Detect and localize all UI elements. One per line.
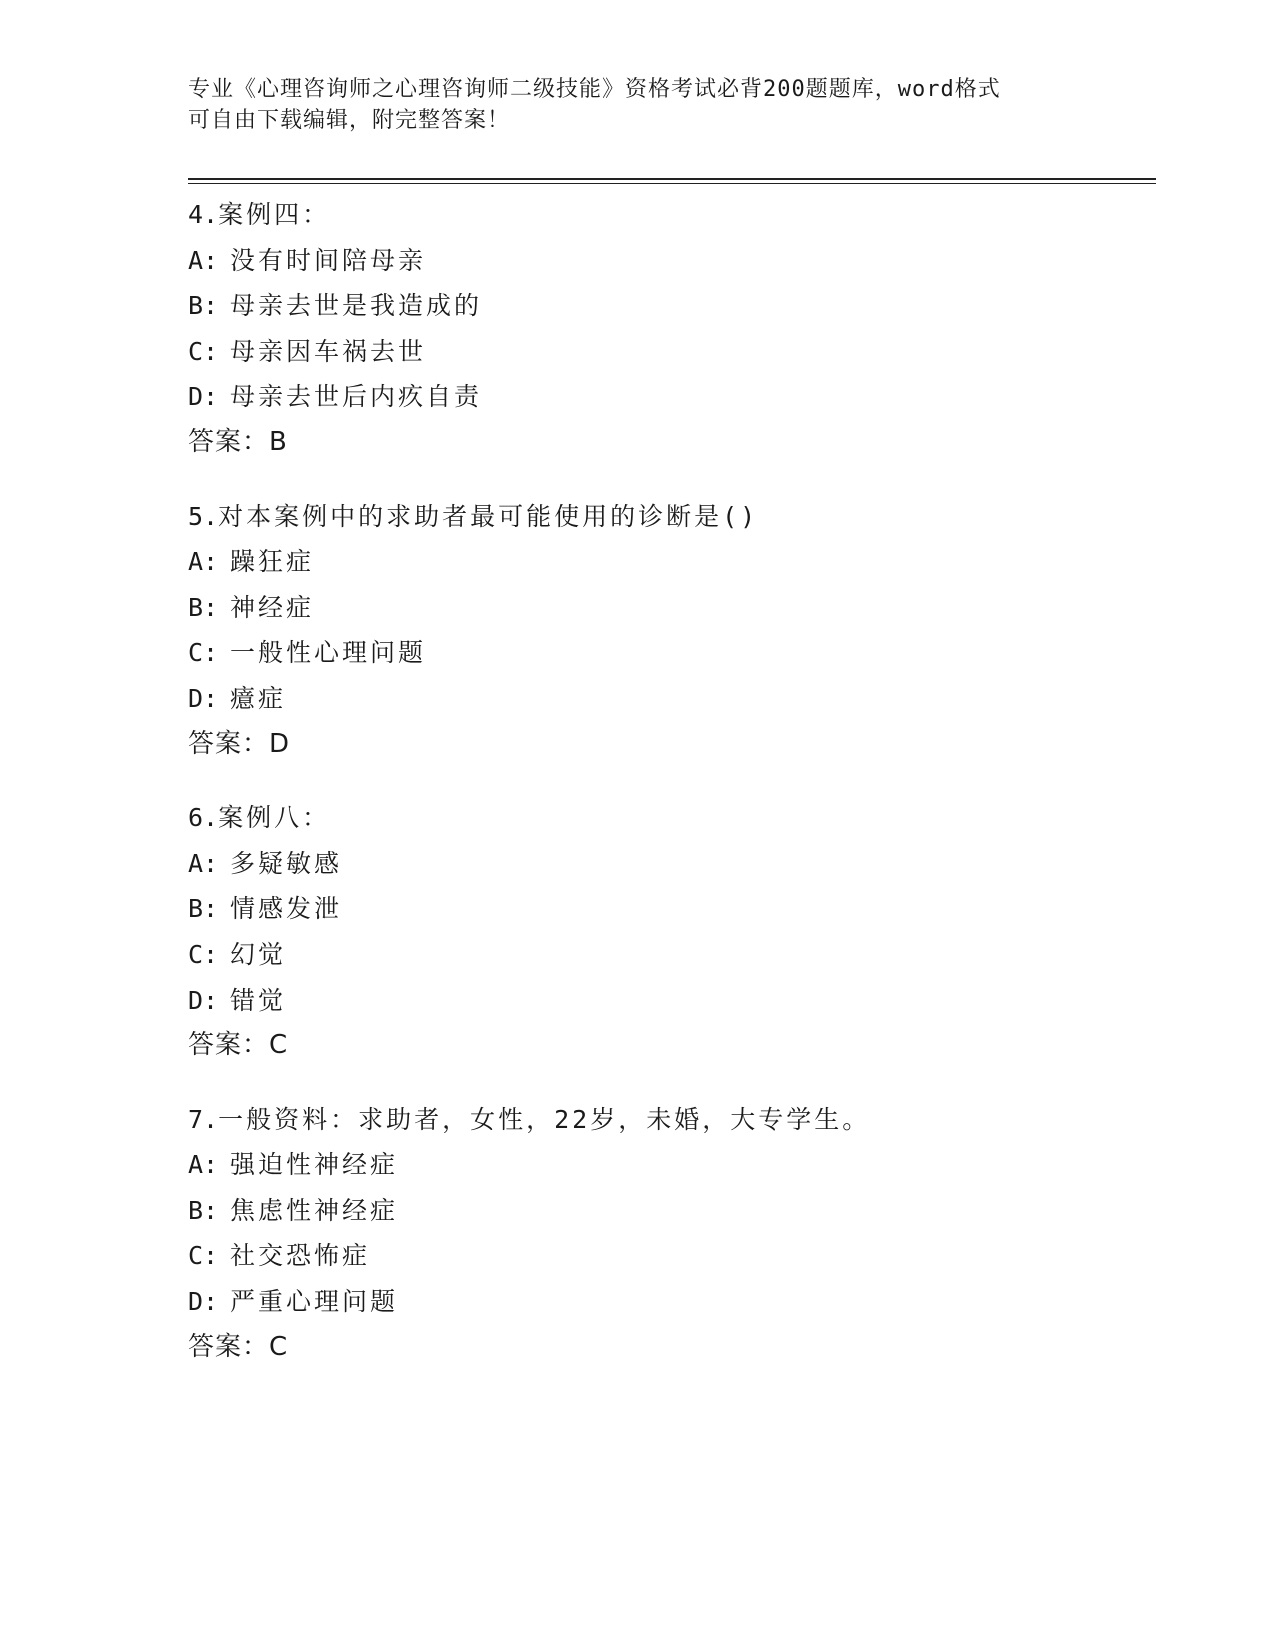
option-letter: B: — [188, 592, 219, 622]
option-c — [188, 630, 1148, 676]
question-list — [188, 192, 1148, 1398]
answer-value: D — [269, 728, 290, 759]
option-text: 多疑敏感 — [230, 848, 343, 878]
option-letter: A: — [188, 547, 219, 577]
answer-line — [188, 1325, 1148, 1371]
option-d — [188, 978, 1148, 1024]
answer-label: 答案： — [188, 426, 270, 457]
option-letter: C: — [188, 939, 219, 969]
option-letter: D: — [188, 683, 219, 713]
answer-value: C — [269, 1030, 288, 1061]
option-c — [188, 1233, 1148, 1279]
option-c — [188, 932, 1148, 978]
option-text: 母亲因车祸去世 — [230, 336, 427, 366]
option-b — [188, 283, 1148, 329]
question-stem — [188, 1097, 1148, 1143]
answer-value: B — [269, 426, 287, 457]
answer-label: 答案： — [188, 728, 270, 759]
option-text: 焦虑性神经症 — [230, 1195, 399, 1225]
option-letter: A: — [188, 245, 219, 275]
question-text: 对本案例中的求助者最可能使用的诊断是() — [218, 501, 759, 531]
option-letter: A: — [188, 1150, 219, 1180]
question-number: 5. — [188, 501, 219, 531]
question-text: 案例八： — [218, 803, 331, 833]
option-letter: D: — [188, 1287, 219, 1317]
header-line-1: 专业《心理咨询师之心理咨询师二级技能》资格考试必背200题题库，word格式 — [188, 77, 1001, 102]
question-stem — [188, 494, 1148, 540]
question-text: 案例四： — [218, 200, 331, 229]
question-stem — [188, 795, 1148, 841]
question-item — [188, 494, 1148, 768]
option-a — [188, 841, 1148, 887]
option-a — [188, 238, 1148, 284]
option-text: 情感发泄 — [230, 894, 343, 924]
option-text: 母亲去世后内疚自责 — [230, 382, 483, 412]
question-text: 一般资料：求助者，女性，22岁，未婚，大专学生。 — [218, 1104, 871, 1134]
option-text: 错觉 — [230, 985, 287, 1015]
option-a — [188, 539, 1148, 585]
option-c — [188, 329, 1148, 375]
header-divider — [188, 178, 1156, 180]
option-text: 幻觉 — [230, 939, 287, 969]
option-d — [188, 1279, 1148, 1325]
answer-line — [188, 420, 1148, 466]
option-text: 严重心理问题 — [230, 1287, 399, 1317]
option-text: 癔症 — [230, 683, 287, 713]
option-letter: C: — [188, 638, 219, 668]
option-text: 没有时间陪母亲 — [230, 245, 427, 275]
question-number: 6. — [188, 803, 219, 833]
option-d — [188, 374, 1148, 420]
document-header — [188, 74, 1088, 136]
option-text: 一般性心理问题 — [230, 638, 427, 668]
answer-line — [188, 1023, 1148, 1069]
option-text: 母亲去世是我造成的 — [230, 291, 483, 321]
option-a — [188, 1142, 1148, 1188]
option-b — [188, 1188, 1148, 1234]
option-letter: D: — [188, 382, 219, 412]
question-stem — [188, 192, 1148, 238]
header-line-2: 可自由下载编辑，附完整答案！ — [188, 108, 511, 133]
header-divider-thin — [188, 183, 1156, 184]
answer-line — [188, 722, 1148, 768]
option-b — [188, 585, 1148, 631]
option-text: 社交恐怖症 — [230, 1241, 371, 1271]
option-text: 躁狂症 — [230, 547, 315, 577]
question-number: 4. — [188, 200, 219, 229]
option-letter: C: — [188, 336, 219, 366]
option-letter: B: — [188, 894, 219, 924]
option-letter: A: — [188, 848, 219, 878]
option-letter: B: — [188, 1195, 219, 1225]
option-text: 强迫性神经症 — [230, 1150, 399, 1180]
answer-label: 答案： — [188, 1331, 270, 1362]
question-item — [188, 795, 1148, 1069]
option-b — [188, 886, 1148, 932]
answer-value: C — [269, 1331, 288, 1362]
option-letter: B: — [188, 291, 219, 321]
option-letter: D: — [188, 985, 219, 1015]
answer-label: 答案： — [188, 1030, 270, 1061]
question-item — [188, 1097, 1148, 1371]
option-d — [188, 676, 1148, 722]
question-number: 7. — [188, 1104, 219, 1134]
option-text: 神经症 — [230, 592, 315, 622]
question-item — [188, 192, 1148, 466]
option-letter: C: — [188, 1241, 219, 1271]
